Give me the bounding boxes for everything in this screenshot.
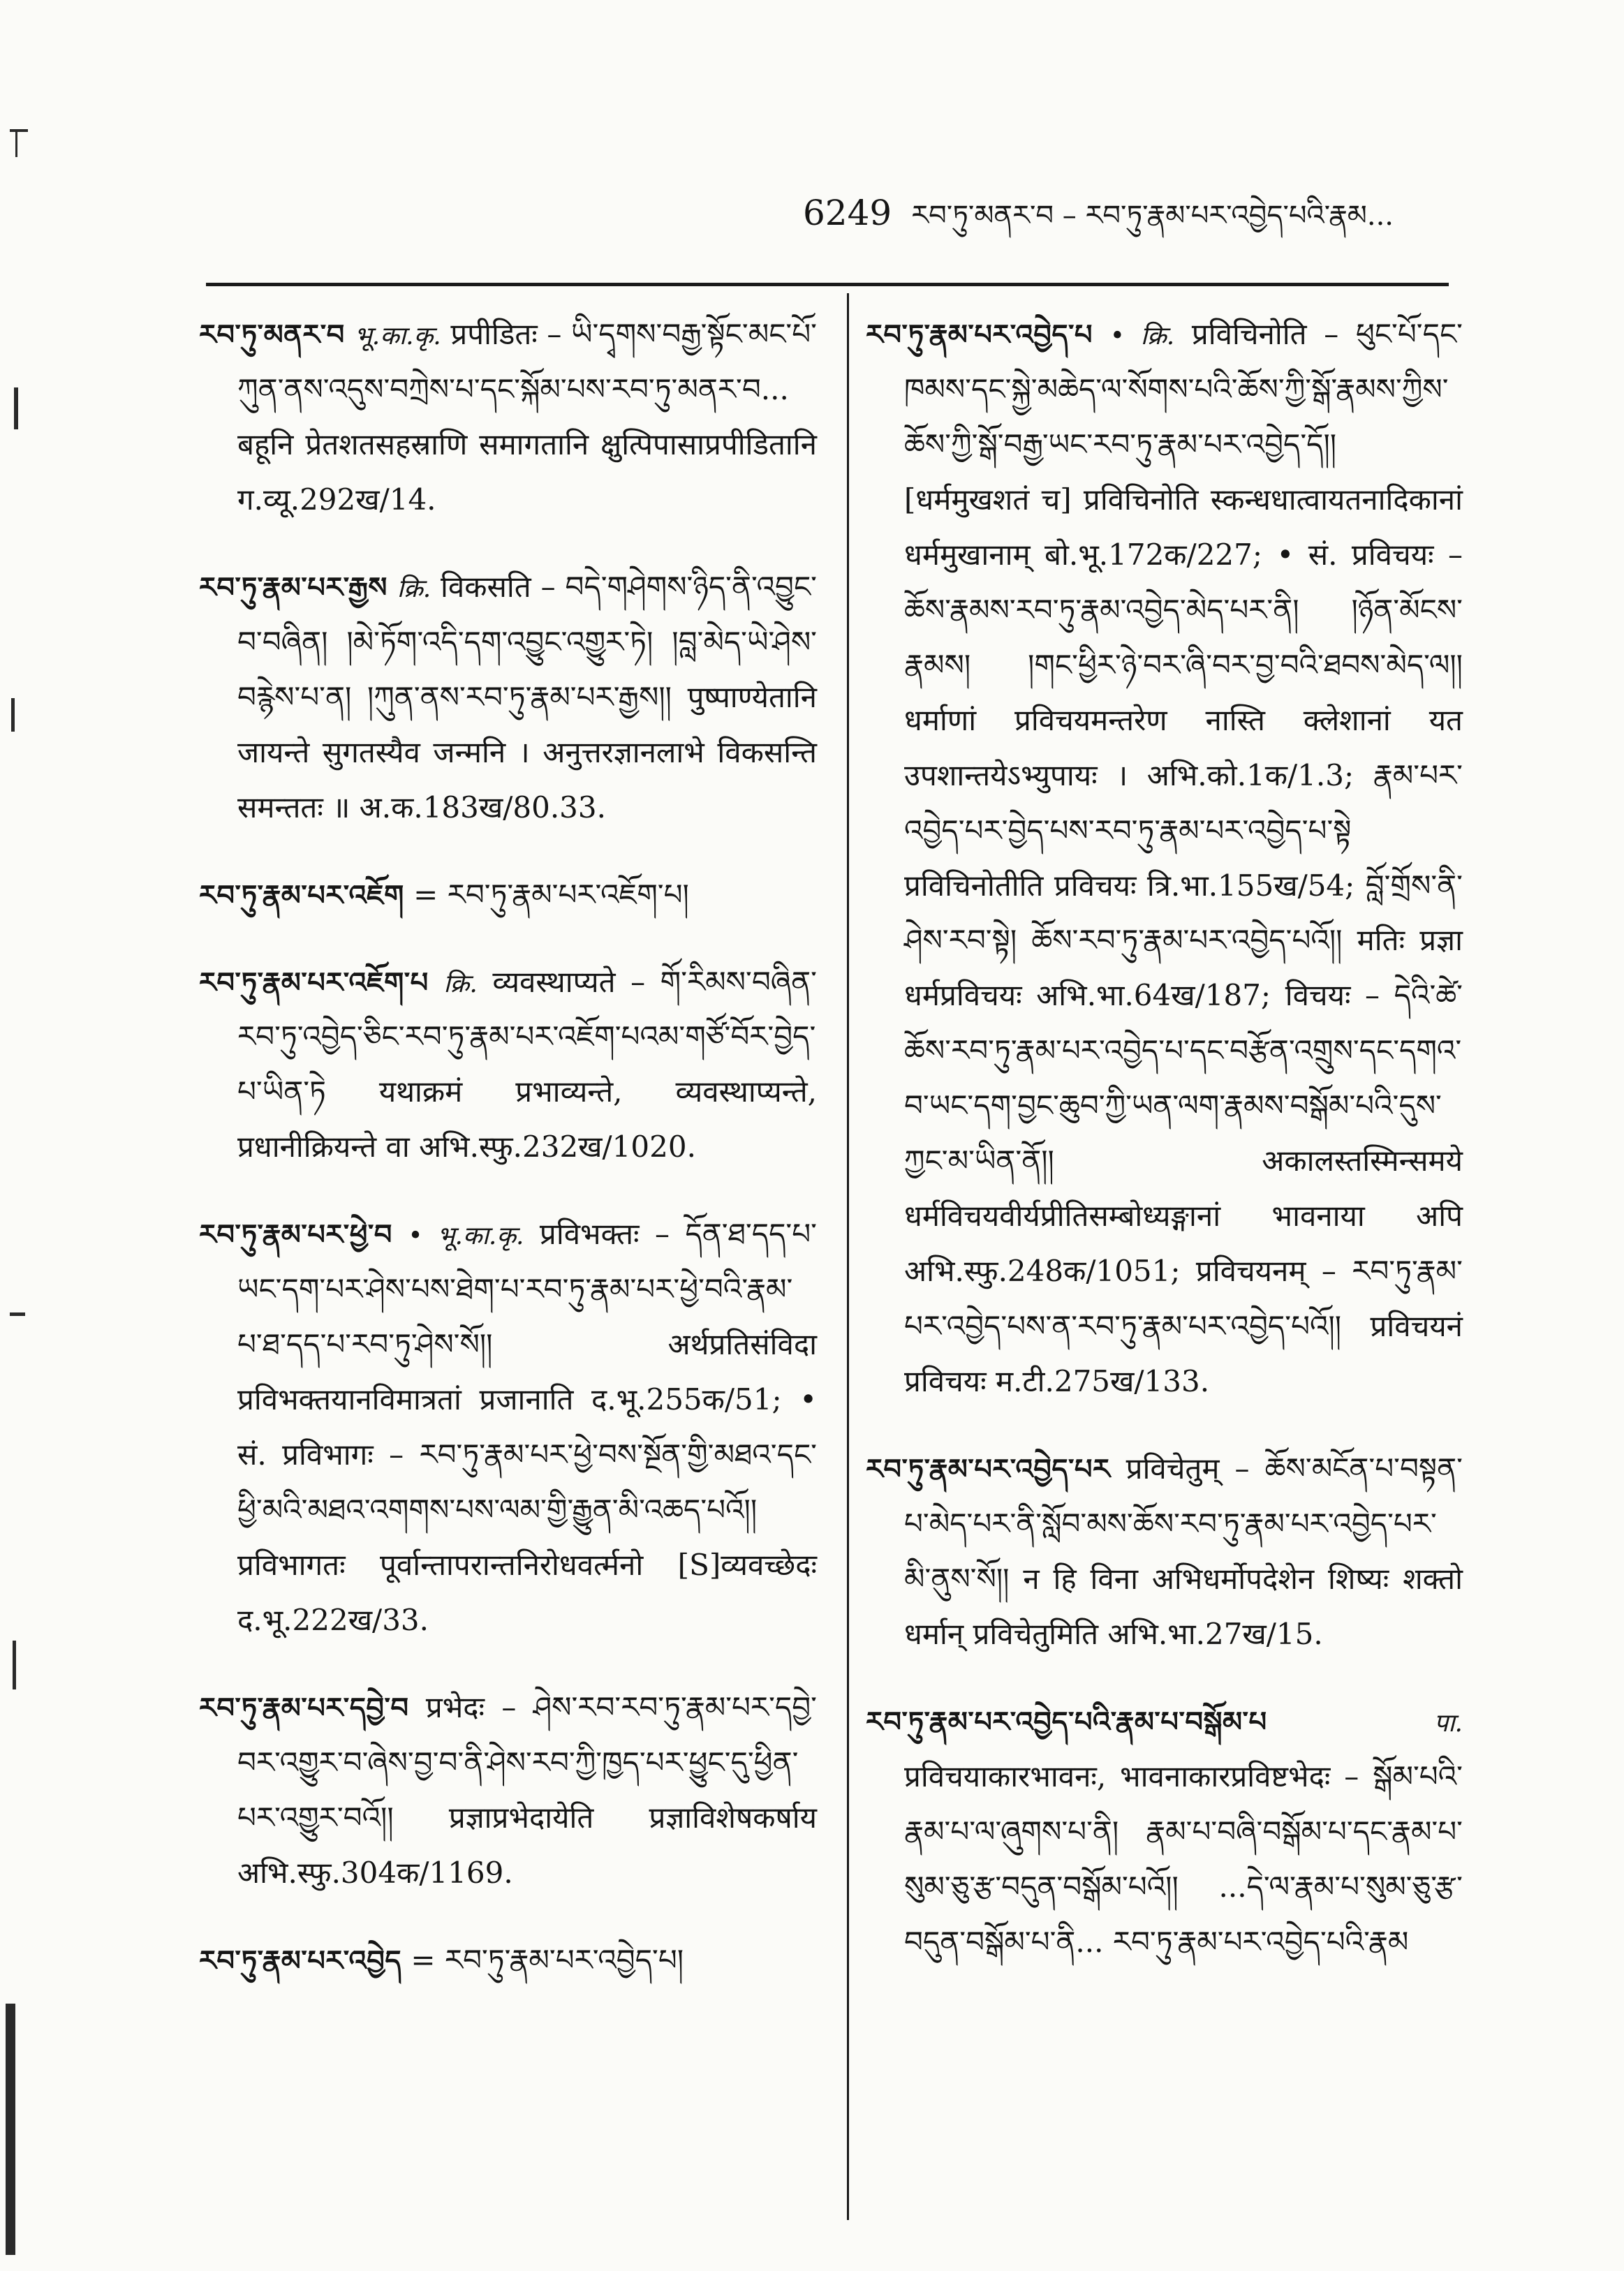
scan-binding-edge — [0, 0, 28, 2271]
dictionary-entry — [866, 1694, 1463, 1970]
dictionary-entry — [199, 1207, 817, 1648]
header-rule — [206, 283, 1449, 286]
dictionary-entry — [866, 307, 1463, 1410]
entry-body: विकसति – བདེ་གཤེགས་ཉིད་ནི་འབྱུང་བ་བཞིན། །མེ་ཏོག་འདི་དག་འབྱུང་འགྱུར་ཏེ། །བླ་མེད་ཡེ་ཤེས་བརྙེས་པ་ན། །ཀུན་ནས་རབ་ཏུ་རྣམ་པར་རྒྱས།། पुष्पाण्येतानि जायन्ते सुगतस्यैव जन्मनि । अनुत्तरज्ञानलाभे विकसन्ति समन्ततः ॥ अ.क.183ख/80.33. — [237, 569, 817, 824]
dictionary-entry — [199, 560, 817, 836]
column-divider — [847, 293, 849, 2220]
entry-headword: རབ་ཏུ་རྣམ་པར་འབྱེད་པ — [866, 318, 1093, 351]
entry-grammar: क्रि. — [397, 574, 431, 603]
dictionary-entry — [199, 955, 817, 1176]
entry-grammar: क्रि. — [443, 969, 478, 998]
entry-headword: རབ་ཏུ་རྣམ་པར་ཕྱེ་བ — [199, 1218, 392, 1252]
entry-body: प्रविचिनोति – ཕུང་པོ་དང་ཁམས་དང་སྐྱེ་མཆེད་ལ་སོགས་པའི་ཆོས་ཀྱི་སྒོ་རྣམས་ཀྱིས་ཆོས་ཀྱི་སྒོ་བརྒྱ་ཡང་རབ་ཏུ་རྣམ་པར་འབྱེད་དོ།། [धर्ममुखशतं च] प्रविचिनोति स्कन्धधात्वायतनादिकानां धर्ममुखानाम् बो.भू.172क/227; • सं. प्रविचयः – ཆོས་རྣམས་རབ་ཏུ་རྣམ་འབྱེད་མེད་པར་ནི། །ཉོན་མོངས་རྣམས། །གང་ཕྱིར་ཉེ་བར་ཞི་བར་བྱ་བའི་ཐབས་མེད་ལ།། धर्माणां प्रविचयमन्तरेण नास्ति क्लेशानां यत उपशान्तयेऽभ्युपायः । अभि.को.1क/1.3; རྣམ་པར་འབྱེད་པར་བྱེད་པས་རབ་ཏུ་རྣམ་པར་འབྱེད་པ་སྟེ प्रविचिनोतीति प्रविचयः त्रि.भा.155ख/54; བློ་གྲོས་ནི་ཤེས་རབ་སྟེ། ཆོས་རབ་ཏུ་རྣམ་པར་འབྱེད་པའོ།། मतिः प्रज्ञा धर्मप्रविचयः अभि.भा.64ख/187; विचयः – དེའི་ཚེ་ཆོས་རབ་ཏུ་རྣམ་པར་འབྱེད་པ་དང་བརྩོན་འགྲུས་དང་དགའ་བ་ཡང་དག་བྱང་ཆུབ་ཀྱི་ཡན་ལག་རྣམས་བསྒོམ་པའི་དུས་ཀྱང་མ་ཡིན་ནོ།། अकालस्तस्मिन्समये धर्मविचयवीर्यप्रीतिसम्बोध्यङ्गानां भावनाया अपि अभि.स्फु.248क/1051; प्रविचयनम् – རབ་ཏུ་རྣམ་པར་འབྱེད་པས་ན་རབ་ཏུ་རྣམ་པར་འབྱེད་པའོ།། प्रविचयनं प्रविचयः म.टी.275ख/133. — [904, 317, 1463, 1399]
entry-headword: རབ་ཏུ་རྣམ་པར་དབྱེ་བ — [199, 1691, 409, 1724]
entry-headword: རབ་ཏུ་རྣམ་པར་འཇོག — [199, 878, 404, 912]
entry-headword: རབ་ཏུ་རྣམ་པར་འཇོག་པ — [199, 966, 429, 999]
right-column — [866, 307, 1463, 2002]
entry-headword: རབ་ཏུ་རྣམ་པར་རྒྱས — [199, 570, 387, 604]
running-head: རབ་ཏུ་མནར་བ – རབ་ཏུ་རྣམ་པར་འབྱེད་པའི་རྣམ... — [911, 200, 1394, 232]
entry-headword: རབ་ཏུ་མནར་བ — [199, 318, 345, 351]
entry-grammar: भू.का.कृ. — [354, 322, 441, 350]
entry-body: = རབ་ཏུ་རྣམ་པར་འཇོག་པ། — [413, 877, 689, 912]
entry-grammar: पा. — [1433, 1708, 1463, 1738]
entry-body: प्रपीडितः – ཡི་དྭགས་བརྒྱ་སྟོང་མང་པོ་ཀུན་ནས་འདུས་བཀྲེས་པ་དང་སྐོམ་པས་རབ་ཏུ་མནར་བ... बहूनि प्रेतशतसहस्राणि समागतानि क्षुत्पिपासाप्रपीडितानि ग.व्यू.292ख/14. — [237, 317, 817, 517]
entry-headword: རབ་ཏུ་རྣམ་པར་འབྱེད — [199, 1944, 401, 1977]
entry-headword: རབ་ཏུ་རྣམ་པར་འབྱེད་པའི་རྣམ་པ་བསྒོམ་པ — [866, 1705, 1267, 1738]
dictionary-entry — [866, 1442, 1463, 1662]
entry-body: प्रविचयाकारभावनः, भावनाकारप्रविष्टभेदः – སྒོམ་པའི་རྣམ་པ་ལ་ཞུགས་པ་ནི། རྣམ་པ་བཞི་བསྒོམ་པ་དང་རྣམ་པ་སུམ་ཅུ་རྩ་བདུན་བསྒོམ་པའོ།། ...དེ་ལ་རྣམ་པ་སུམ་ཅུ་རྩ་བདུན་བསྒོམ་པ་ནི... རབ་ཏུ་རྣམ་པར་འབྱེད་པའི་རྣམ — [904, 1759, 1463, 1959]
entry-body: प्रविभक्तः – དོན་ཐ་དད་པ་ཡང་དག་པར་ཤེས་པས་ཐེག་པ་རབ་ཏུ་རྣམ་པར་ཕྱེ་བའི་རྣམ་པ་ཐ་དད་པ་རབ་ཏུ་ཤེས་སོ།། अर्थप्रतिसंविदा प्रविभक्तयानविमात्रतां प्रजानाति द.भू.255क/51; • सं. प्रविभागः – རབ་ཏུ་རྣམ་པར་ཕྱེ་བས་སྔོན་གྱི་མཐའ་དང་ཕྱི་མའི་མཐའ་འགགས་པས་ལམ་གྱི་རྒྱུན་མི་འཆད་པའོ།། प्रविभागतः पूर्वान्तापरान्तनिरोधवर्त्मनो [S]व्यवच्छेदः द.भू.222ख/33. — [237, 1217, 817, 1638]
dictionary-entry — [199, 307, 817, 528]
left-column — [199, 307, 817, 2020]
running-header — [803, 185, 1501, 241]
page-number: 6249 — [803, 193, 892, 233]
dictionary-entry — [199, 868, 817, 923]
dictionary-entry — [199, 1933, 817, 1988]
entry-grammar: • भू.का.कृ. — [408, 1222, 524, 1251]
dictionary-entry — [199, 1680, 817, 1901]
entry-body: प्रभेदः – ཤེས་རབ་རབ་ཏུ་རྣམ་པར་དབྱེ་བར་འགྱུར་བ་ཞེས་བྱ་བ་ནི་ཤེས་རབ་ཀྱི་ཁྱད་པར་ཕྱུང་དུ་ཕྱིན་པར་འགྱུར་བའོ།། प्रज्ञाप्रभेदायेति प्रज्ञाविशेषकर्षाय अभि.स्फु.304क/1169. — [237, 1689, 817, 1890]
entry-body: प्रविचेतुम् – ཆོས་མངོན་པ་བསྟན་པ་མེད་པར་ནི་སློབ་མས་ཆོས་རབ་ཏུ་རྣམ་པར་འབྱེད་པར་མི་ནུས་སོ།། न हि विना अभिधर्मोपदेशेन शिष्यः शक्तो धर्मान् प्रविचेतुमिति अभि.भा.27ख/15. — [904, 1451, 1463, 1651]
entry-grammar: • क्रि. — [1109, 322, 1175, 350]
entry-body: = རབ་ཏུ་རྣམ་པར་འབྱེད་པ། — [411, 1942, 684, 1977]
entry-body: व्यवस्थाप्यते – གོ་རིམས་བཞིན་རབ་ཏུ་འབྱེད་ཅིང་རབ་ཏུ་རྣམ་པར་འཇོག་པའམ་གཙོ་བོར་བྱེད་པ་ཡིན་ཏེ यथाक्रमं प्रभाव्यन्ते, व्यवस्थाप्यन्ते, प्रधानीक्रियन्ते वा अभि.स्फु.232ख/1020. — [237, 964, 817, 1164]
entry-headword: རབ་ཏུ་རྣམ་པར་འབྱེད་པར — [866, 1453, 1111, 1486]
